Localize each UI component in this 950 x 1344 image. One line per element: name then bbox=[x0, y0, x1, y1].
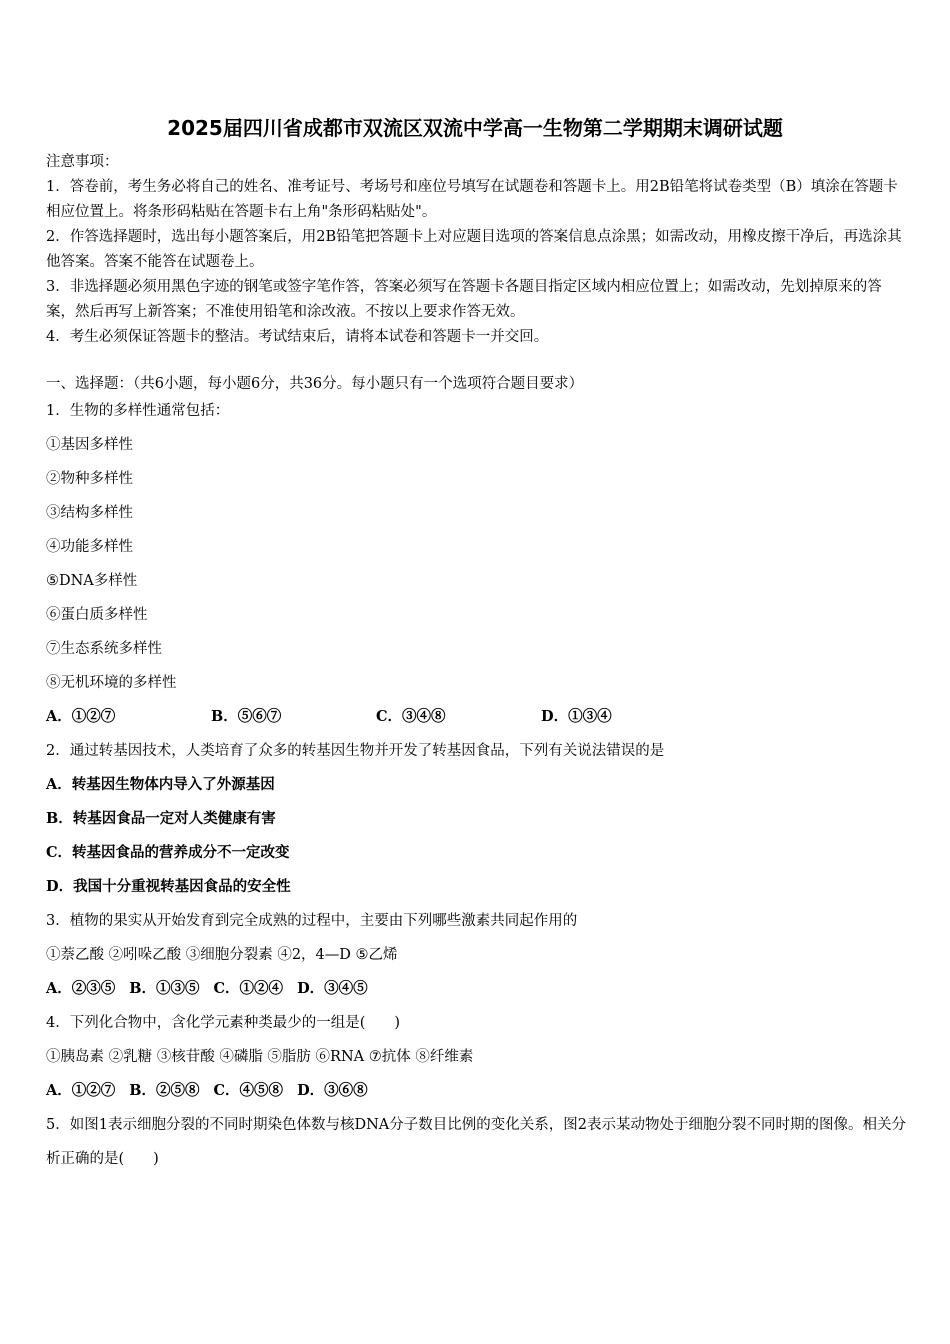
option-c: C．转基因食品的营养成分不一定改变 bbox=[46, 844, 290, 861]
option-b: B．②⑤⑧ bbox=[129, 1082, 200, 1099]
question-stem: 5．如图1表示细胞分裂的不同时期染色体数与核DNA分子数目比例的变化关系，图2表示某动物处于细胞分裂不同时期的图像。相关分析正确的是( ) bbox=[46, 1117, 906, 1167]
option-a: A．转基因生物体内导入了外源基因 bbox=[46, 776, 275, 793]
option-c: C．①②④ bbox=[213, 980, 284, 997]
option-a: A．②③⑤ bbox=[46, 980, 116, 997]
notice-item: 1．答卷前，考生务必将自己的姓名、准考证号、考场号和座位号填写在试题卷和答题卡上。用2B铅笔将试卷类型（B）填涂在答题卡相应位置上。将条形码粘贴在答题卡右上角"条形码粘贴处"。 bbox=[46, 179, 898, 220]
answer-options bbox=[46, 1074, 906, 1108]
list-item: ⑦生态系统多样性 bbox=[46, 641, 162, 657]
option-b: B．①③⑤ bbox=[129, 980, 200, 997]
option-a: A．①②⑦ bbox=[46, 1082, 116, 1099]
option-a: A．①②⑦ bbox=[46, 708, 116, 725]
option-d: D．我国十分重视转基因食品的安全性 bbox=[46, 878, 291, 895]
question-stem: 4．下列化合物中，含化学元素种类最少的一组是( ) bbox=[46, 1015, 401, 1031]
option-d: D．①③④ bbox=[541, 708, 612, 725]
answer-options bbox=[46, 972, 906, 1006]
option-d: D．③⑥⑧ bbox=[297, 1082, 368, 1099]
notice-item: 2．作答选择题时，选出每小题答案后，用2B铅笔把答题卡上对应题目选项的答案信息点涂黑；如需改动，用橡皮擦干净后，再选涂其他答案。答案不能答在试题卷上。 bbox=[46, 229, 902, 270]
question-stem: 3．植物的果实从开始发育到完全成熟的过程中，主要由下列哪些激素共同起作用的 bbox=[46, 913, 578, 929]
question-3 bbox=[46, 904, 906, 1006]
list-item: ③结构多样性 bbox=[46, 505, 133, 521]
answer-options bbox=[46, 700, 906, 734]
question-stem: 2．通过转基因技术，人类培育了众多的转基因生物并开发了转基因食品，下列有关说法错误的是 bbox=[46, 743, 665, 759]
list-item: ②物种多样性 bbox=[46, 471, 133, 487]
option-b: B．转基因食品一定对人类健康有害 bbox=[46, 810, 276, 827]
list-item: ⑤DNA多样性 bbox=[46, 573, 138, 589]
question-4 bbox=[46, 1006, 906, 1108]
question-2 bbox=[46, 734, 906, 904]
list-item: ①基因多样性 bbox=[46, 437, 133, 453]
question-5 bbox=[46, 1108, 906, 1176]
list-item: ④功能多样性 bbox=[46, 539, 133, 555]
option-b: B．⑤⑥⑦ bbox=[211, 708, 282, 725]
option-d: D．③④⑤ bbox=[297, 980, 368, 997]
option-c: C．③④⑧ bbox=[376, 708, 446, 725]
notice-heading: 注意事项： bbox=[46, 154, 119, 170]
list-item: ⑥蛋白质多样性 bbox=[46, 607, 148, 623]
notice-item: 4．考生必须保证答题卡的整洁。考试结束后，请将本试卷和答题卡一并交回。 bbox=[46, 329, 549, 345]
page-title: 2025届四川省成都市双流区双流中学高一生物第二学期期末调研试题 bbox=[167, 116, 783, 140]
item-list: ①萘乙酸 ②吲哚乙酸 ③细胞分裂素 ④2，4—D ⑤乙烯 bbox=[46, 947, 398, 963]
notice-block bbox=[46, 150, 906, 350]
list-item: ⑧无机环境的多样性 bbox=[46, 675, 177, 691]
option-c: C．④⑤⑧ bbox=[213, 1082, 284, 1099]
section-heading: 一、选择题：（共6小题，每小题6分，共36分。每小题只有一个选项符合题目要求） bbox=[46, 376, 584, 392]
item-list: ①胰岛素 ②乳糖 ③核苷酸 ④磷脂 ⑤脂肪 ⑥RNA ⑦抗体 ⑧纤维素 bbox=[46, 1049, 474, 1065]
question-1 bbox=[46, 394, 906, 734]
question-stem: 1．生物的多样性通常包括： bbox=[46, 403, 230, 419]
notice-item: 3．非选择题必须用黑色字迹的钢笔或签字笔作答，答案必须写在答题卡各题目指定区域内相应位置上；如需改动，先划掉原来的答案，然后再写上新答案；不准使用铅笔和涂改液。不按以上要求作答无效。 bbox=[46, 279, 882, 320]
